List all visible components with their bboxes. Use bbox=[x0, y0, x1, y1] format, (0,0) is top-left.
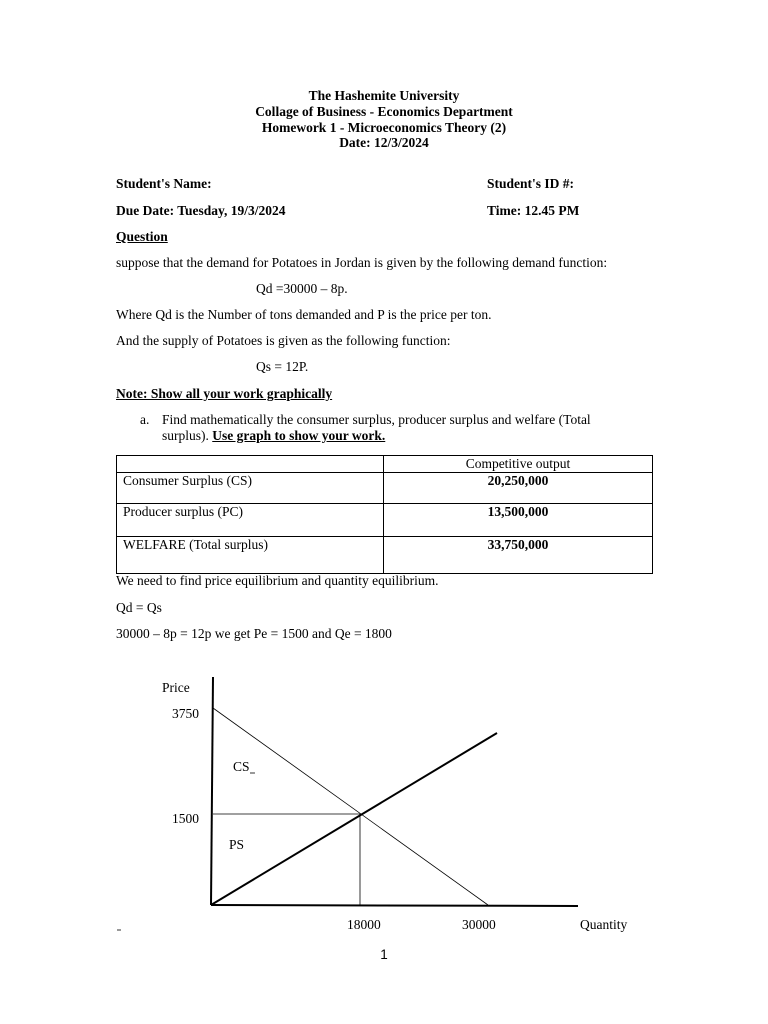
y-tick-high: 3750 bbox=[172, 706, 199, 721]
supply-curve bbox=[211, 733, 497, 905]
homework-title: Homework 1 - Microeconomics Theory (2) bbox=[261, 120, 507, 135]
x-axis bbox=[211, 905, 578, 906]
table-row-label: WELFARE (Total surplus) bbox=[117, 537, 384, 574]
demand-curve bbox=[213, 708, 488, 905]
solution-line1: We need to find price equilibrium and quantity equilibrium. bbox=[116, 573, 439, 588]
table-row bbox=[117, 537, 653, 574]
demand-explanation: Where Qd is the Number of tons demanded and P is the price per ton. bbox=[116, 307, 492, 322]
date-line: Date: 12/3/2024 bbox=[339, 135, 429, 150]
table-header-row bbox=[117, 456, 653, 473]
question-heading: Question bbox=[116, 229, 168, 244]
question-intro: suppose that the demand for Potatoes in Jordan is given by the following demand function: bbox=[116, 255, 608, 270]
part-a-line2-text: surplus). bbox=[162, 428, 209, 443]
part-a-emphasis: Use graph to show your work. bbox=[212, 428, 386, 443]
part-a-marker: a. bbox=[140, 412, 150, 427]
y-axis-label: Price bbox=[162, 680, 190, 695]
university-title: The Hashemite University bbox=[308, 88, 460, 103]
solution-line2: Qd = Qs bbox=[116, 600, 162, 615]
y-tick-mid: 1500 bbox=[172, 811, 199, 826]
part-a-line1: Find mathematically the consumer surplus, producer surplus and welfare (Total bbox=[162, 412, 591, 427]
table-row bbox=[117, 473, 653, 504]
student-name-label: Student's Name: bbox=[116, 176, 212, 191]
table-row bbox=[117, 504, 653, 537]
solution-line3: 30000 – 8p = 12p we get Pe = 1500 and Qe = 1800 bbox=[116, 626, 392, 641]
supply-intro: And the supply of Potatoes is given as the following function: bbox=[116, 333, 451, 348]
note-line: Note: Show all your work graphically bbox=[116, 386, 333, 401]
table-row-value: 33,750,000 bbox=[384, 537, 653, 574]
results-table bbox=[116, 455, 653, 574]
demand-equation: Qd =30000 – 8p. bbox=[256, 281, 348, 296]
supply-equation: Qs = 12P. bbox=[256, 359, 309, 374]
table-header-empty bbox=[117, 456, 384, 473]
student-id-label: Student's ID #: bbox=[487, 176, 575, 191]
part-a-line2 bbox=[162, 428, 385, 444]
table-row-value: 20,250,000 bbox=[384, 473, 653, 504]
ps-label: PS bbox=[229, 837, 245, 852]
due-date-label: Due Date: Tuesday, 19/3/2024 bbox=[116, 203, 286, 218]
cs-label: CS bbox=[233, 759, 250, 774]
time-label: Time: 12.45 PM bbox=[487, 203, 580, 218]
table-header-competitive: Competitive output bbox=[384, 456, 653, 473]
x-tick-eq: 18000 bbox=[347, 917, 381, 932]
table-row-value: 13,500,000 bbox=[384, 504, 653, 537]
college-title: Collage of Business - Economics Department bbox=[255, 104, 513, 119]
x-tick-max: 30000 bbox=[462, 917, 496, 932]
page-number: 1 bbox=[380, 947, 388, 962]
table-row-label: Consumer Surplus (CS) bbox=[117, 473, 384, 504]
table-row-label: Producer surplus (PC) bbox=[117, 504, 384, 537]
x-axis-label: Quantity bbox=[580, 917, 628, 932]
supply-demand-graph bbox=[0, 660, 768, 940]
y-axis bbox=[211, 677, 213, 905]
